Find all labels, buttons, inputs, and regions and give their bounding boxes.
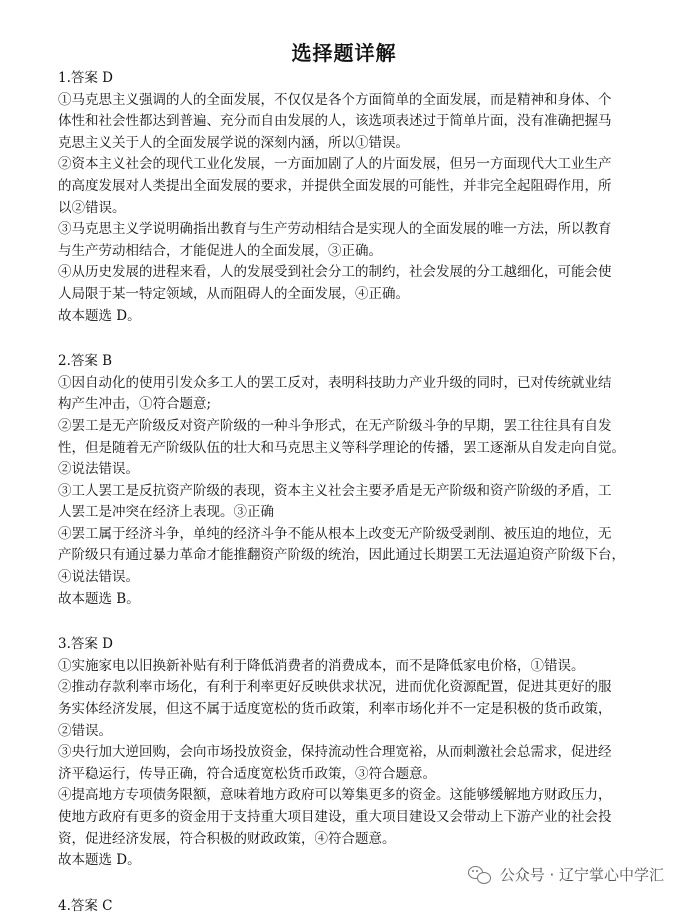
explanation-line: ②说法错误。: [58, 461, 139, 478]
explanation-line: 故本题选 B。: [58, 590, 140, 607]
question-block: [58, 68, 630, 327]
explanation-line: ③央行加大逆回购，会向市场投放资金，保持流动性合理宽裕，从而刺激社会总需求，促进经: [58, 744, 612, 761]
explanation-line: ④说法错误。: [58, 569, 139, 586]
question-block: [58, 351, 630, 610]
watermark-text: 公众号 · 辽宁掌心中学汇: [499, 866, 664, 884]
watermark: [464, 862, 668, 887]
explanation-line: 使地方政府有更多的资金用于支持重大项目建设，重大项目建设又会带动上下游产业的社会投: [58, 809, 612, 825]
explanation-line: 务实体经济发展，但这不属于适度宽松的货币政策，利率市场化并不一定是积极的货币政策，: [58, 701, 612, 718]
explanation-line: ①马克思主义强调的人的全面发展，不仅仅是各个方面简单的全面发展，而是精神和身体、个: [58, 91, 612, 108]
explanation-line: 人罢工是冲突在经济上表现。③正确: [58, 504, 274, 521]
answer-heading: 1.答案 D: [58, 70, 113, 86]
page-title: 选择题详解: [291, 41, 397, 65]
explanation-line: ④罢工属于经济斗争，单纯的经济斗争不能从根本上改变无产阶级受剥削、被压迫的地位，无: [58, 525, 612, 542]
explanation-line: ③马克思主义学说明确指出教育与生产劳动相结合是实现人的全面发展的唯一方法，所以教育: [58, 221, 612, 238]
explanation-line: 克思主义关于人的全面发展学说的深刻内涵，所以①错误。: [58, 134, 409, 151]
explanation-line: ④提高地方专项债务限额，意味着地方政府可以筹集更多的资金。这能够缓解地方财政压力，: [58, 787, 612, 804]
explanation-line: 产阶级只有通过暴力革命才能推翻资产阶级的统治，因此通过长期罢工无法逼迫资产阶级下台，: [58, 547, 625, 564]
explanation-line: 体性和社会性都达到普遍、充分而自由发展的人，该选项表述过于简单片面，没有准确把握马: [58, 113, 612, 130]
explanation-line: ②资本主义社会的现代工业化发展，一方面加剧了人的片面发展，但另一方面现代大工业生产: [58, 156, 612, 173]
question-block: [58, 896, 630, 917]
explanation-line: ④从历史发展的进程来看，人的发展受到社会分工的制约，社会发展的分工越细化，可能会使: [58, 264, 612, 281]
explanation-line: ②推动存款利率市场化，有利于利率更好反映供求状况，进而优化资源配置，促进其更好的服: [58, 679, 612, 696]
explanation-line: 济平稳运行，传导正确，符合适度宽松货币政策，③符合题意。: [58, 765, 436, 782]
answer-heading: 2.答案 B: [58, 353, 113, 370]
explanation-line: 性，但是随着无产阶级队伍的壮大和马克思主义等科学理论的传播，罢工逐渐从自发走向自觉。: [58, 439, 625, 456]
explanation-line: 构产生冲击，①符合题意;: [58, 396, 212, 413]
explanation-line: 人局限于某一特定领域，从而阻碍人的全面发展，④正确。: [58, 285, 409, 302]
explanation-line: 故本题选 D。: [58, 852, 141, 869]
wechat-icon: [468, 865, 492, 885]
explanation-line: ①实施家电以旧换新补贴有利于降低消费者的消费成本，而不是降低家电价格，①错误。: [58, 657, 585, 674]
explanation-line: ②错误。: [58, 722, 112, 739]
explanation-line: 资，促进经济发展，符合积极的财政政策，④符合题意。: [58, 830, 396, 847]
explanation-line: ③工人罢工是反抗资产阶级的表现，资本主义社会主要矛盾是无产阶级和资产阶级的矛盾，工: [58, 482, 612, 499]
explanation-line: 以②错误。: [58, 199, 126, 216]
question-block: [58, 634, 630, 872]
question-list: [58, 68, 630, 917]
explanation-line: 的高度发展对人类提出全面发展的要求，并提供全面发展的可能性，并非完全起阻碍作用，所: [58, 177, 612, 194]
explanation-line: ①因自动化的使用引发众多工人的罢工反对，表明科技助力产业升级的同时，已对传统就业结: [58, 374, 612, 391]
answer-heading: 3.答案 D: [58, 636, 113, 653]
explanation-line: 故本题选 D。: [58, 307, 141, 324]
answer-heading: 4.答案 C: [58, 897, 113, 914]
explanation-line: ②罢工是无产阶级反对资产阶级的一种斗争形式，在无产阶级斗争的早期，罢工往往具有自发: [58, 417, 612, 434]
explanation-line: 与生产劳动相结合，才能促进人的全面发展，③正确。: [58, 242, 382, 259]
